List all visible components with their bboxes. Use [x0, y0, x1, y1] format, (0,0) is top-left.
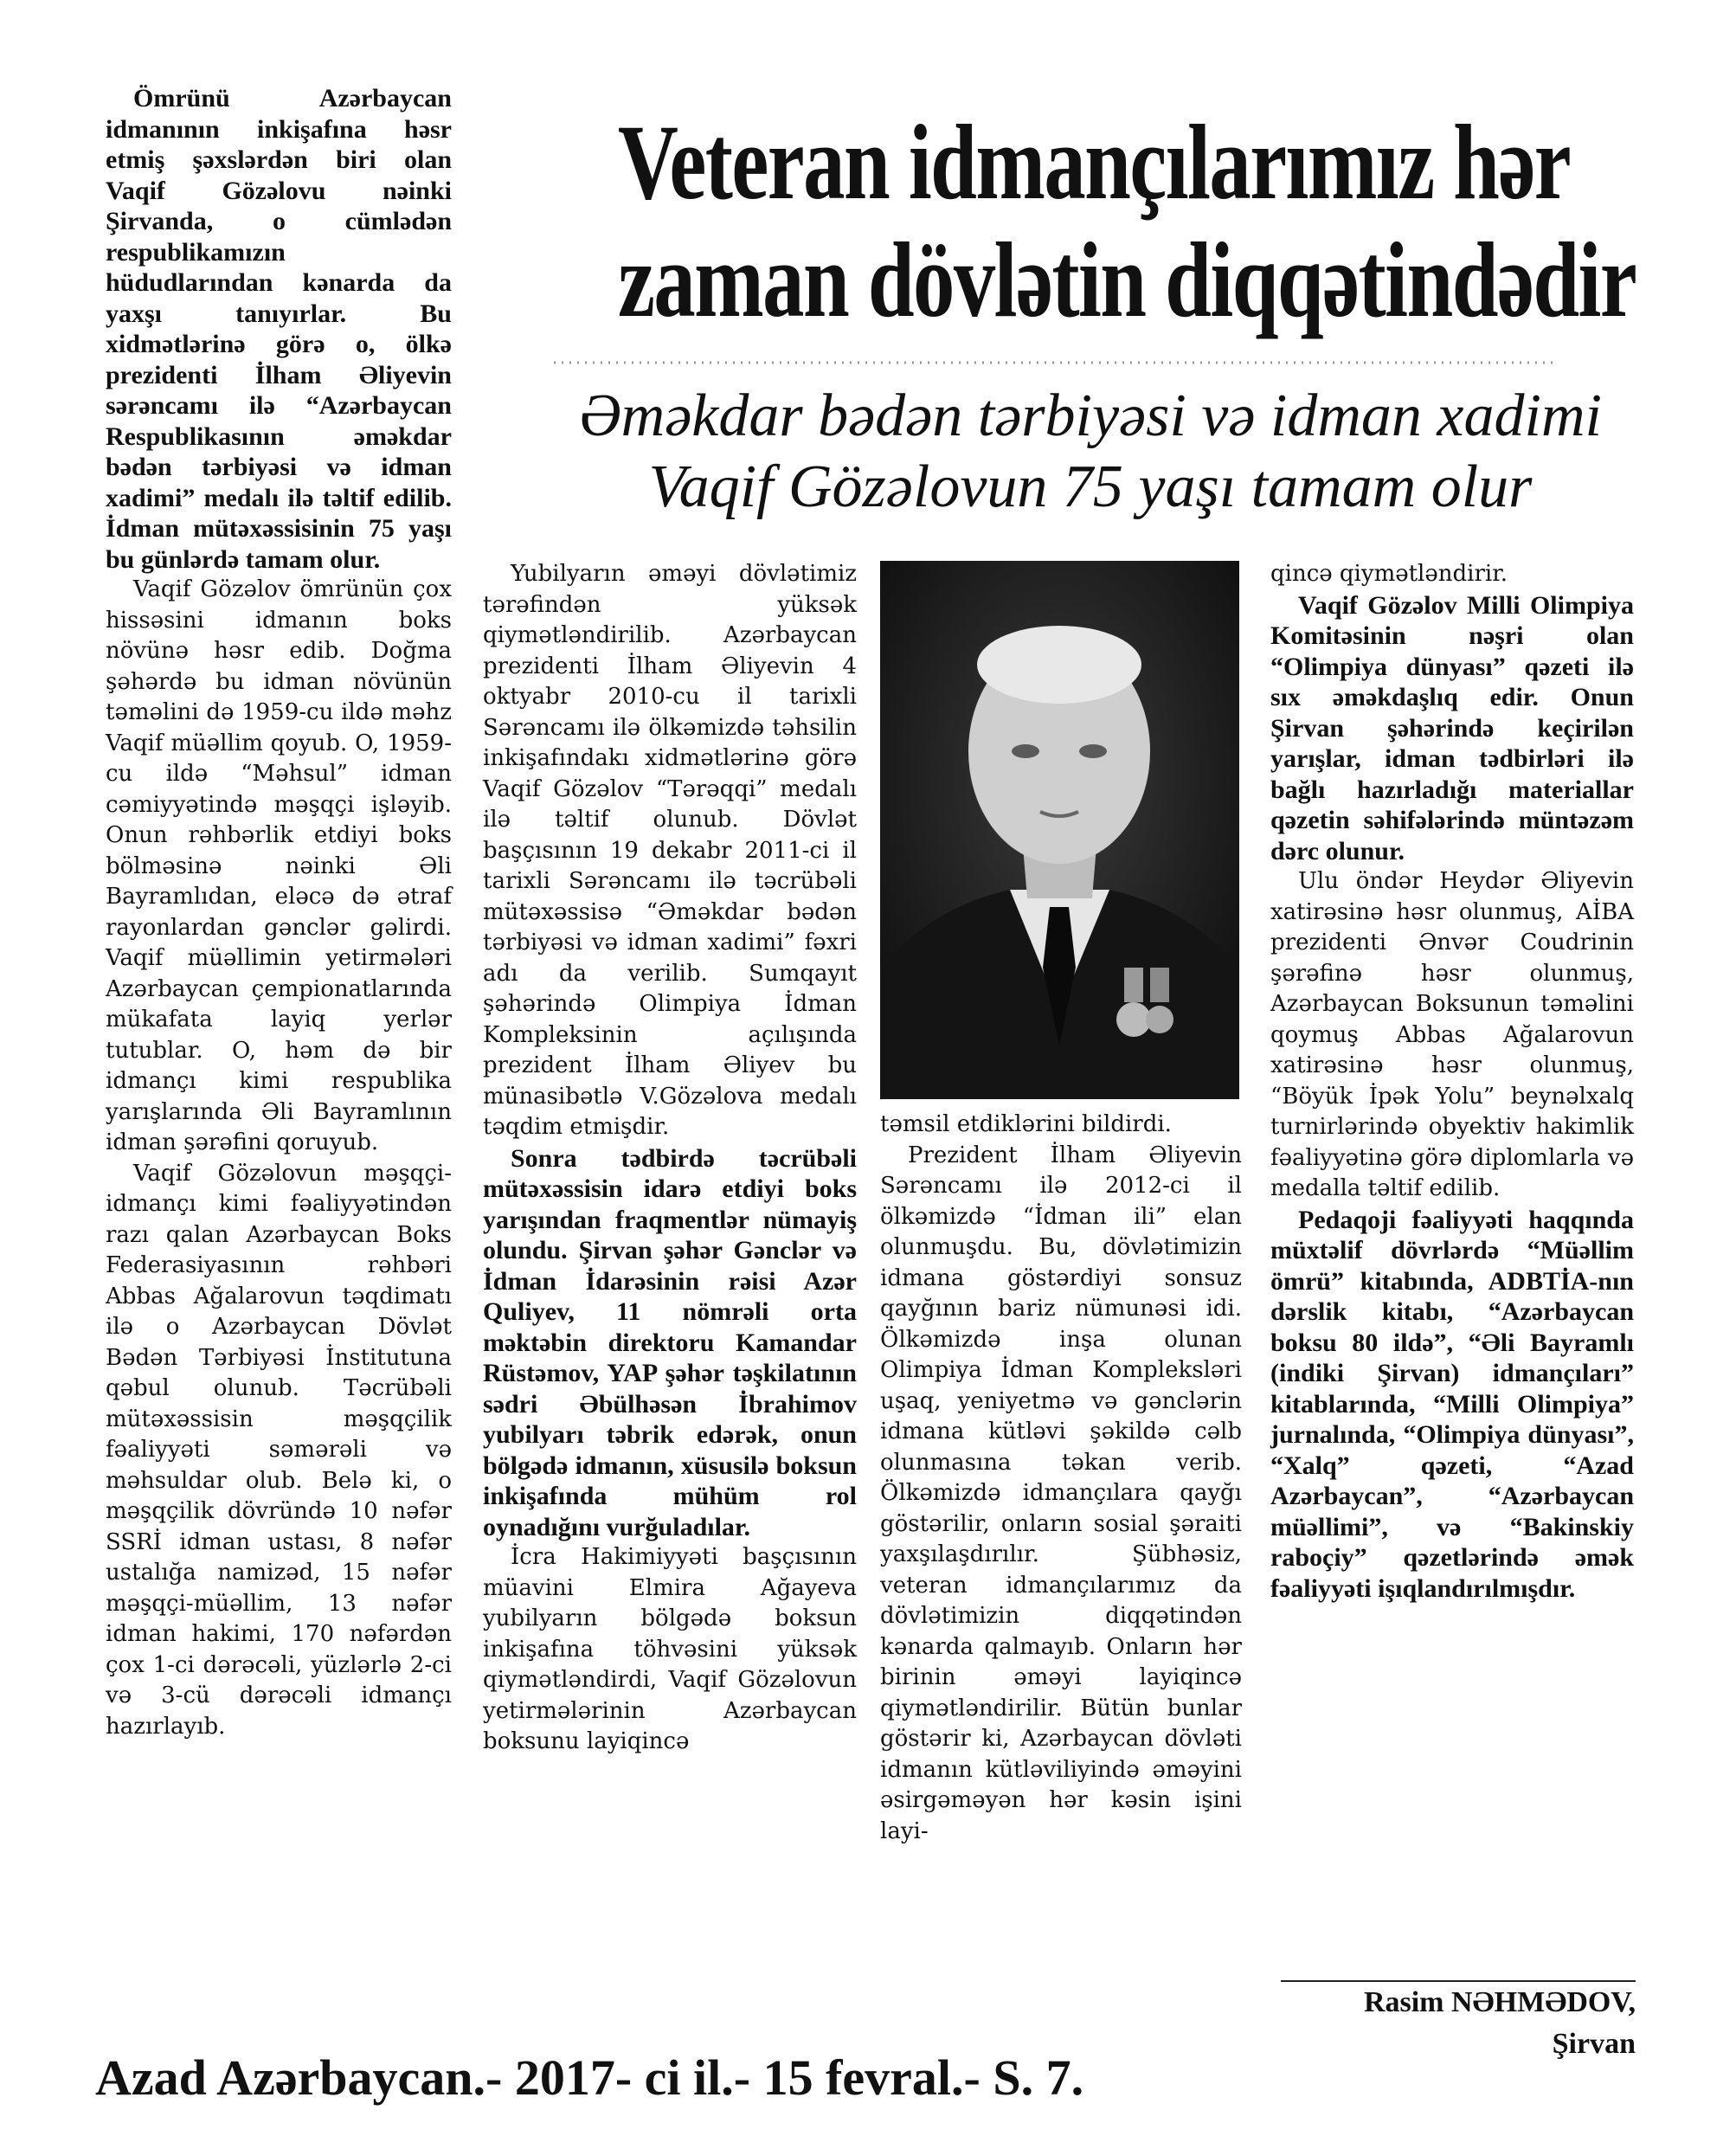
headline-line-1: Veteran idmançılarımız hər	[618, 103, 1571, 222]
column-2	[483, 559, 857, 1758]
subtitle-line-2: Vaqif Gözəlovun 75 yaşı tamam olur	[648, 454, 1533, 520]
source-citation: Azad Azərbaycan.- 2017- ci il.- 15 fevral.- S. 7.	[95, 2049, 1084, 2106]
col4-paragraph-3: Ulu öndər Heydər Əliyevin xatirəsinə həsr olunmuş, AİBA prezidenti Ənvər Coudrinin şərəfinə həsr olunmuş, Azərbaycan Boksunun təməlini qoymuş Abbas Ağalarovun xatirəsinə həsr olunmuş, “Böyük İpək Yolu” beynəlxalq turnirlərində obyektiv hakimlik fəaliyyətinə görə diplomlarla və medalla təltif edilib.	[1270, 868, 1634, 1201]
portrait-illustration	[880, 561, 1239, 1099]
col2-paragraph-1: Yubilyarın əməyi dövlətimiz tərəfindən yüksək qiymətləndirilib. Azərbaycan prezidenti İlham Əliyevin 4 oktyabr 2010-cu il tarixli Sərəncamı ilə ölkəmizdə təhsilin inkişafındakı xidmətlərinə görə Vaqif Gözəlov “Tərəqqi” medalı ilə təltif olunub. Dövlət başçısının 19 dekabr 2011-ci il tarixli Sərəncamı ilə təcrübəli mütəxəssisə “Əməkdar bədən tərbiyəsi və idman xadimi” fəxri adı da verilib. Sumqayıt şəhərində Olimpiya İdman Kompleksinin açılışında prezident İlham Əliyev bu münasibətlə V.Gözəlova medalı təqdim etmişdir.	[483, 561, 857, 1140]
col2-paragraph-3: İcra Hakimiyyəti başçısının müavini Elmira Ağayeva yubilyarın bölgədə boksun inkişafına töhvəsini yüksək qiymətləndirdi, Vaqif Gözəlovun yetirmələrinin Azərbaycan boksunu layiqincə	[483, 1544, 857, 1754]
subtitle-line-1: Əməkdar bədən tərbiyəsi və idman xadimi	[579, 383, 1602, 449]
column-4	[1270, 559, 1634, 1604]
subtitle	[485, 381, 1696, 523]
col4-paragraph-2: Vaqif Gözəlov Milli Olimpiya Komitəsinin nəşri olan “Olimpiya dünyası” qəzeti ilə sıx əməkdaşlıq edir. Onun Şirvan şəhərində keçirilən yarışlar, idman tədbirləri ilə bağlı hazırladığı materiallar qəzetin səhifələrində müntəzəm dərc olunur.	[1270, 590, 1634, 865]
col4-paragraph-4: Pedaqoji fəaliyyəti haqqında müxtəlif dövrlərdə “Müəllim ömrü” kitabında, ADBTİA-nın dərslik kitabı, “Azərbaycan boksu 80 ildə”, “Əli Bayramlı (indiki Şirvan) idmançıları” kitablarında, “Milli Olimpiya” jurnalında, “Olimpiya dünyası”, “Xalq” qəzeti, “Azad Azərbaycan”, “Azərbaycan müəllimi”, və “Bakinskiy raboçiy” qəzetlərində əmək fəaliyyəti işıqlandırılmışdır.	[1270, 1205, 1634, 1603]
author-name: Rasim NƏHMƏDOV,	[1363, 1986, 1636, 2018]
col3-paragraph-1: təmsil etdiklərini bildirdi.	[880, 1111, 1172, 1137]
author-signature	[1272, 1982, 1636, 2065]
col2-paragraph-2: Sonra tədbirdə təcrübəli mütəxəssisin idarə etdiyi boks yarışından fraqmentlər nümayiş olundu. Şirvan şəhər Gənclər və İdman İdarəsinin rəisi Azər Quliyev, 11 nömrəli orta məktəbin direktoru Kamandar Rüstəmov, YAP şəhər təşkilatının sədri Əbülhəsən İbrahimov yubilyarı təbrik edərək, onun bölgədə idmanın, xüsusilə boksun inkişafında mühüm rol oynadığını vurğuladılar.	[483, 1143, 857, 1541]
headline-line-2: zaman dövlətin diqqətindədir	[618, 221, 1636, 339]
col4-paragraph-1: qincə qiymətləndirir.	[1270, 561, 1508, 587]
lead-paragraph: Ömrünü Azərbaycan idmanının inkişafına həsr etmiş şəxslərdən biri olan Vaqif Gözəlovu nəinki Şirvanda, o cümlədən respublikamızın hüdudlarından kənarda da yaxşı tanıyırlar. Bu xidmətlərinə görə o, ölkə prezidenti İlham Əliyevin sərəncamı ilə “Azərbaycan Respublikasının əməkdar bədən tərbiyəsi və idman xadimi” medalı ilə təltif edilib. İdman mütəxəssisinin 75 yaşı bu günlərdə tamam olur.	[106, 84, 452, 574]
column-3	[880, 1110, 1242, 1847]
portrait-photo	[880, 561, 1239, 1099]
col1-paragraph-1: Vaqif Gözəlov ömrünün çox hissəsini idmanın boks növünə həsr edib. Doğma şəhərdə bu idman növünün təməlini də 1959-cu ildə məhz Vaqif müəllim qoyub. O, 1959-cu ildə “Məhsul” idman cəmiyyətində məşqçi işləyib. Onun rəhbərlik etdiyi boks bölməsinə nəinki Əli Bayramlıdan, eləcə də ətraf rayonlardan gənclər gəlirdi. Vaqif müəllimin yetirmələri Azərbaycan çempionatlarında mükafata layiq yerlər tutublar. O, həm də bir idmançı kimi respublika yarışlarında Əli Bayramlının idman şərəfini qoruyub.	[106, 576, 452, 1155]
headline	[618, 103, 1636, 339]
col1-paragraph-2: Vaqif Gözəlovun məşqçi-idmançı kimi fəaliyyətindən razı qalan Azərbaycan Boks Federasiyasının rəhbəri Abbas Ağalarovun təqdimatı ilə o Azərbaycan Dövlət Bədən Tərbiyəsi İnstitutuna qəbul olunub. Təcrübəli mütəxəssisin məşqçilik fəaliyyəti səmərəli və məhsuldar olub. Belə ki, o məşqçilik dövründə 10 nəfər SSRİ idman ustası, 8 nəfər ustalığa namizəd, 15 nəfər məşqçi-müəllim, 13 nəfər idman hakimi, 170 nəfərdən çox 1-ci dərəcəli, yüzlərlə 2-ci və 3-cü dərəcəli idmançı hazırlayıb.	[106, 1160, 452, 1740]
col3-paragraph-2: Prezident İlham Əliyevin Sərəncamı ilə 2012-ci il ölkəmizdə “İdman ili” elan olunmuşdu. Bu, dövlətimizin idmana göstərdiyi sonsuz qayğının bariz nümunəsi idi. Ölkəmizdə inşa olunan Olimpiya İdman Kompleksləri uşaq, yeniyetmə və gənclərin idmana kütləvi şəkildə cəlb olunmasına təkan verib. Ölkəmizdə idmançılara qayğı göstərilir, onların sosial şəraiti yaxşılaşdırılır. Şübhəsiz, veteran idmançılarımız da dövlətimizin diqqətindən kənarda qalmayıb. Onların hər birinin əməyi layiqincə qiymətləndirilir. Bütün bunlar göstərir ki, Azərbaycan dövləti idmanın kütləviliyində əməyini əsirgəməyən hər kəsin işini layi-	[880, 1142, 1242, 1844]
column-1	[106, 83, 452, 1742]
author-place: Şirvan	[1552, 2028, 1636, 2060]
decorative-dotted-rule	[554, 357, 1558, 369]
